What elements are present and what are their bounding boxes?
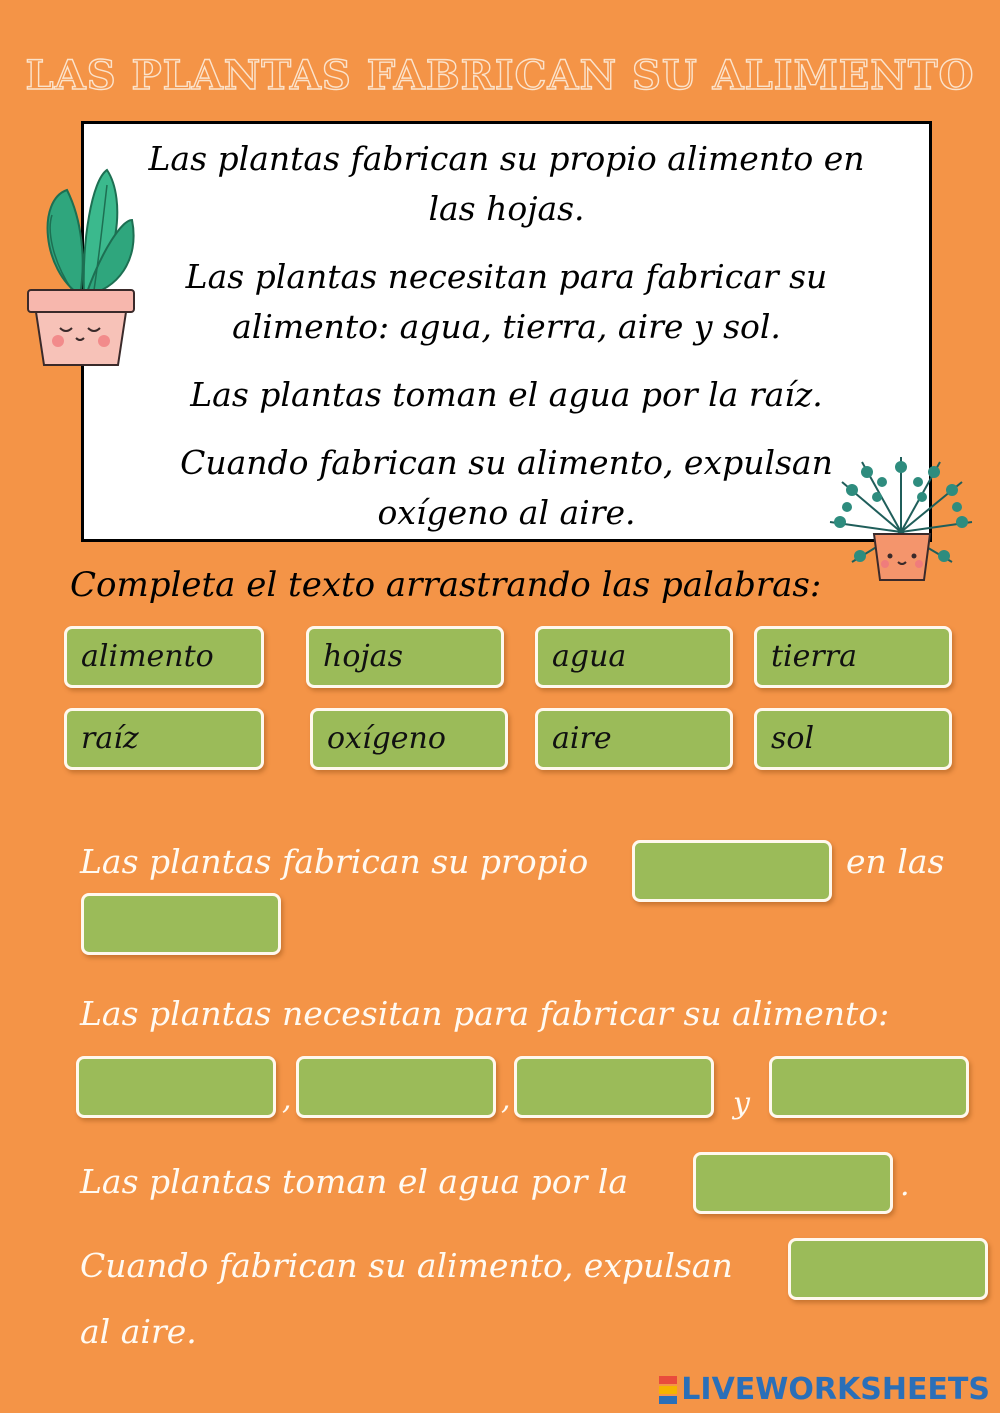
drop-slot-1[interactable] bbox=[632, 840, 832, 902]
info-line: Las plantas toman el agua por la raíz. bbox=[190, 375, 823, 414]
info-line: oxígeno al aire. bbox=[377, 493, 636, 532]
info-line: las hojas. bbox=[428, 189, 585, 228]
drop-slot-4[interactable] bbox=[296, 1056, 496, 1118]
info-box bbox=[81, 121, 932, 542]
pot bbox=[28, 290, 134, 365]
fern-pot bbox=[874, 534, 930, 580]
period: . bbox=[900, 1168, 910, 1203]
sentence-4-start: Cuando fabrican su alimento, expulsan bbox=[80, 1246, 733, 1285]
word-chip-tierra[interactable]: tierra bbox=[754, 626, 952, 688]
sentence-2-start: Las plantas necesitan para fabricar su alimento: bbox=[80, 994, 890, 1033]
fern-plant-illustration bbox=[822, 452, 980, 587]
sentence-1-middle: en las bbox=[846, 842, 945, 881]
word-chip-hojas[interactable]: hojas bbox=[306, 626, 504, 688]
info-line: Las plantas necesitan para fabricar su bbox=[185, 257, 828, 296]
sentence-3-start: Las plantas toman el agua por la bbox=[80, 1162, 629, 1201]
word-chip-raiz[interactable]: raíz bbox=[64, 708, 264, 770]
page-title: LAS PLANTAS FABRICAN SU ALIMENTO bbox=[25, 52, 975, 99]
comma-separator: , bbox=[282, 1082, 292, 1117]
liveworksheets-logo-icon bbox=[659, 1376, 677, 1404]
drop-slot-3[interactable] bbox=[76, 1056, 276, 1118]
comma-separator: , bbox=[501, 1082, 511, 1117]
brand-label: LIVEWORKSHEETS bbox=[681, 1372, 990, 1407]
info-line: Cuando fabrican su alimento, expulsan bbox=[180, 443, 833, 482]
drop-slot-7[interactable] bbox=[693, 1152, 893, 1214]
info-line: alimento: agua, tierra, aire y sol. bbox=[232, 307, 781, 346]
sentence-1-start: Las plantas fabrican su propio bbox=[80, 842, 589, 881]
word-chip-sol[interactable]: sol bbox=[754, 708, 952, 770]
word-chip-aire[interactable]: aire bbox=[535, 708, 733, 770]
word-chip-alimento[interactable]: alimento bbox=[64, 626, 264, 688]
info-line: Las plantas fabrican su propio alimento en bbox=[148, 139, 865, 178]
word-chip-agua[interactable]: agua bbox=[535, 626, 733, 688]
leaves bbox=[48, 170, 134, 295]
drop-slot-8[interactable] bbox=[788, 1238, 988, 1300]
instruction-text: Completa el texto arrastrando las palabras: bbox=[70, 565, 822, 605]
word-chip-oxigeno[interactable]: oxígeno bbox=[310, 708, 508, 770]
liveworksheets-brand[interactable] bbox=[659, 1372, 990, 1407]
sentence-4-end: al aire. bbox=[80, 1312, 197, 1351]
potted-plant-illustration bbox=[22, 160, 140, 370]
drop-slot-6[interactable] bbox=[769, 1056, 969, 1118]
drop-slot-5[interactable] bbox=[514, 1056, 714, 1118]
drop-slot-2[interactable] bbox=[81, 893, 281, 955]
conjunction-y: y bbox=[733, 1086, 750, 1121]
